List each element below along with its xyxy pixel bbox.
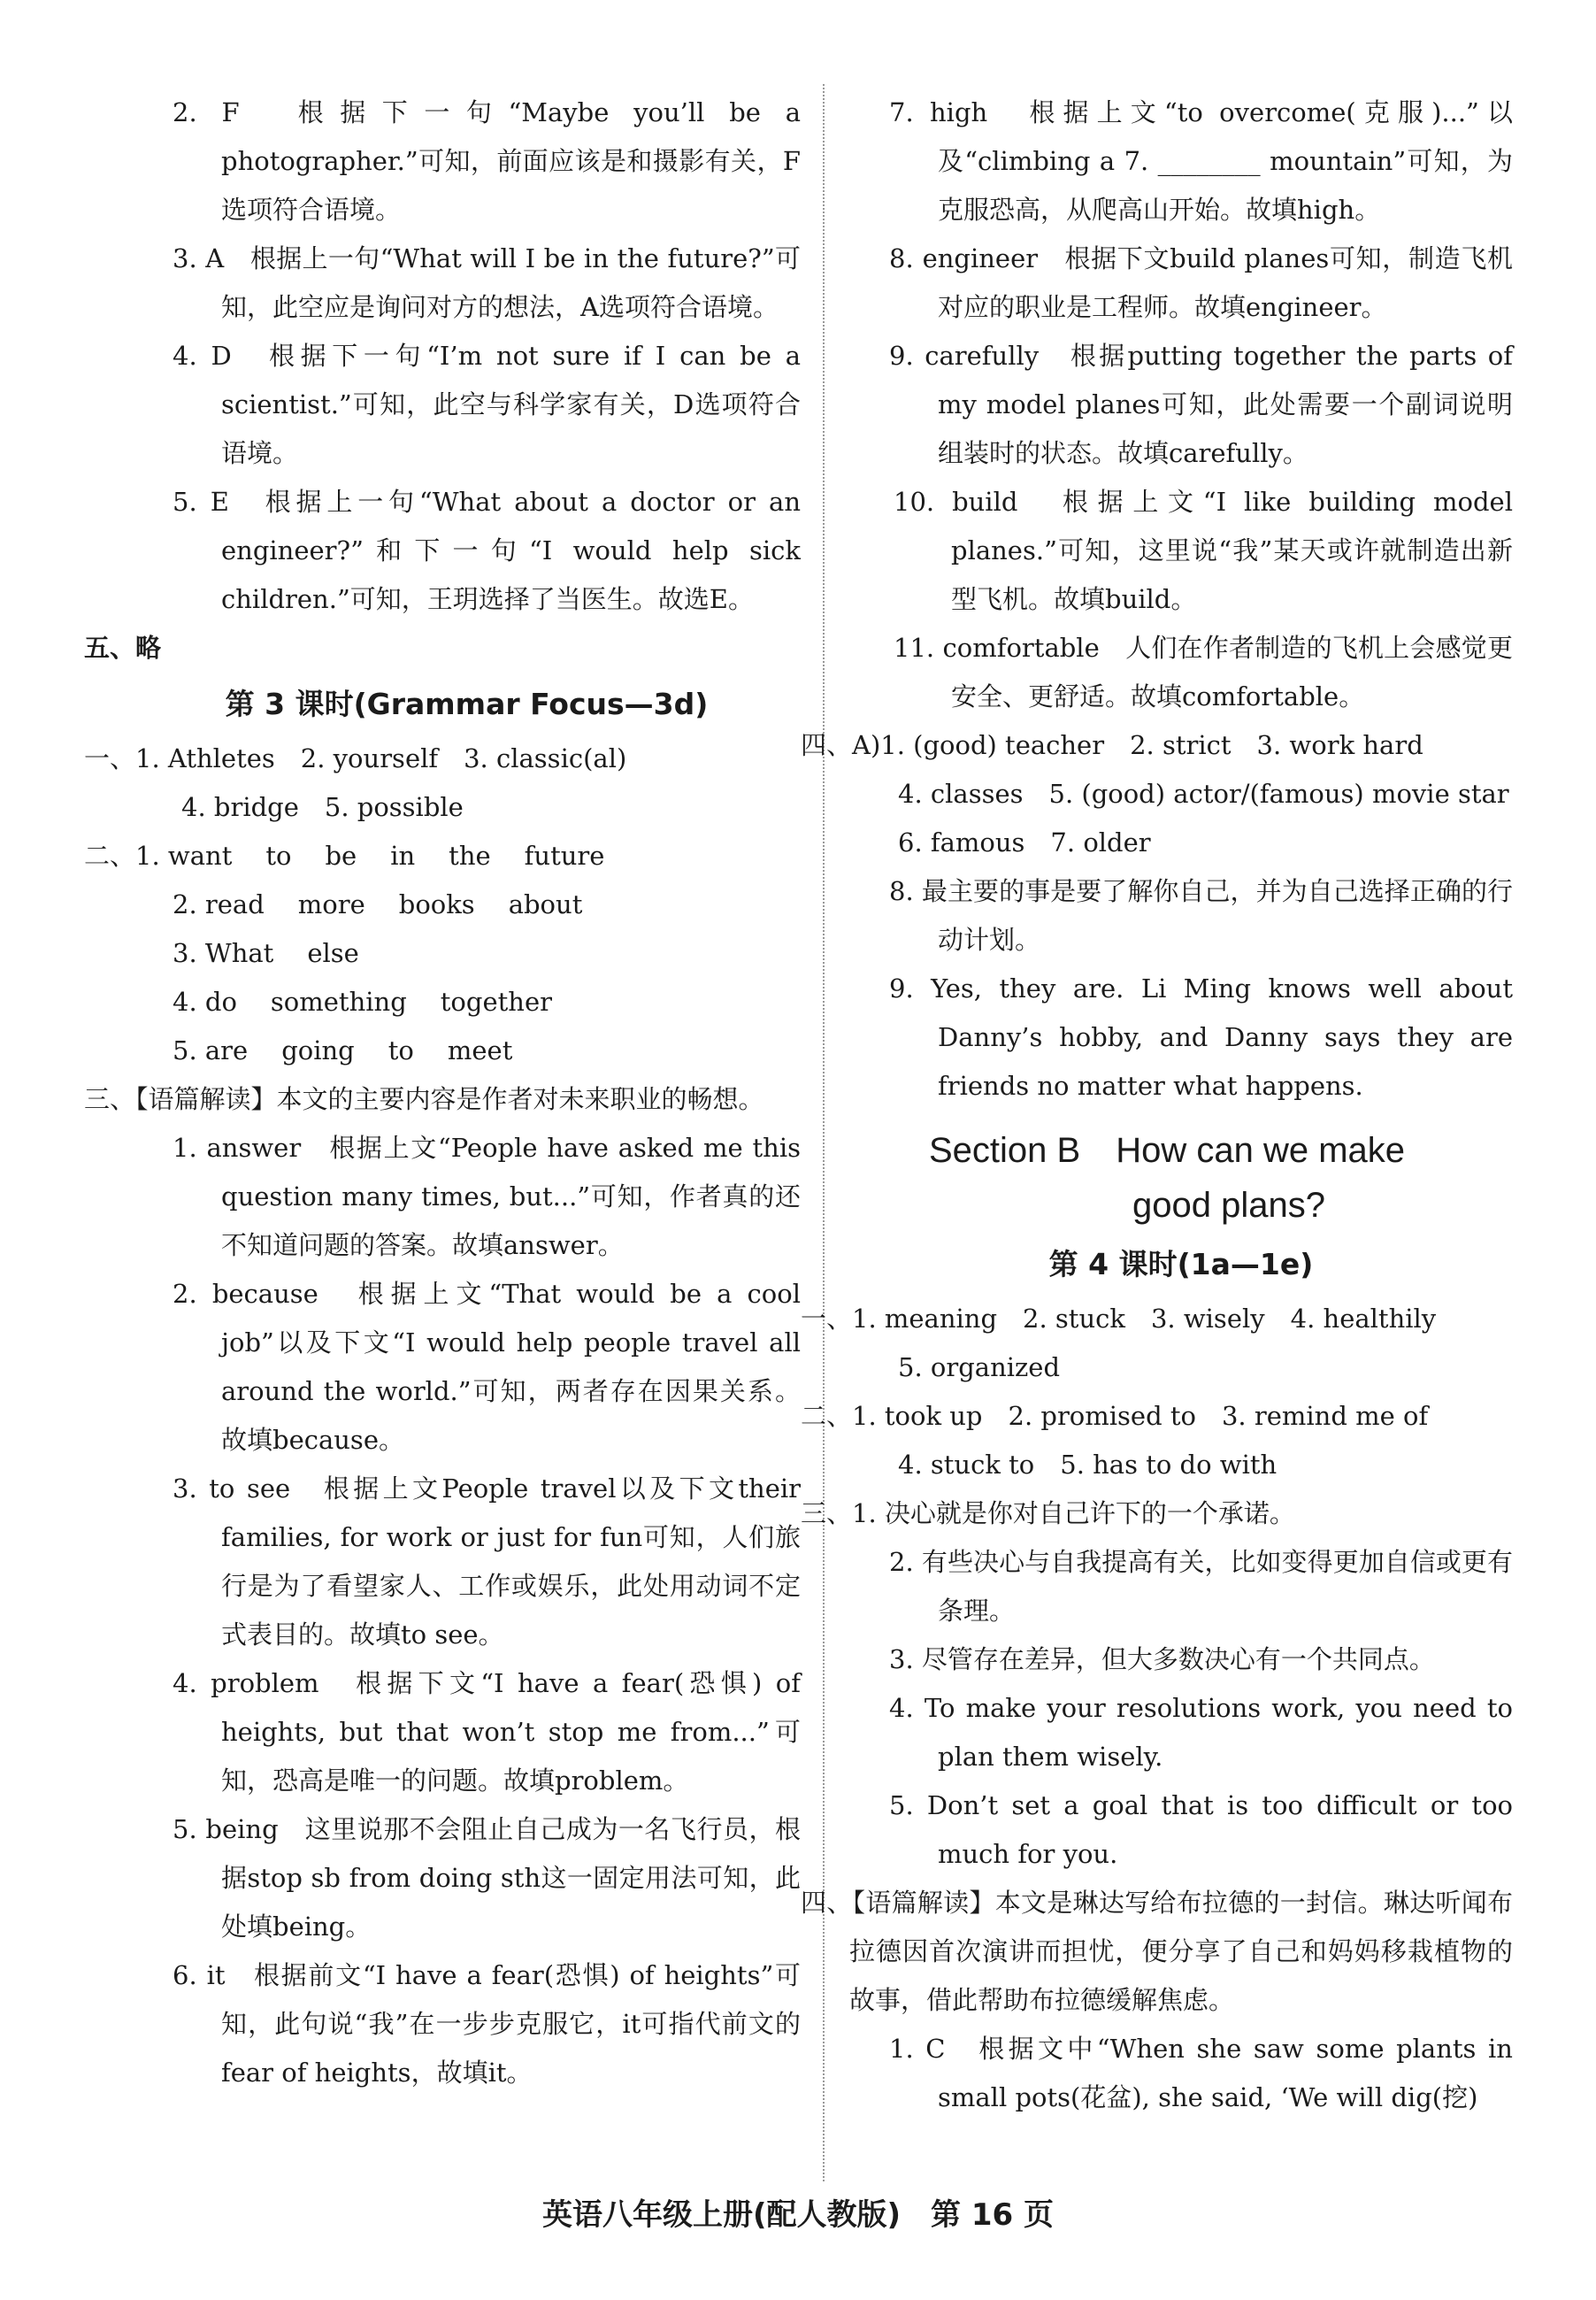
- column-divider: [823, 84, 825, 2181]
- part3-intro: 三、【语篇解读】本文的主要内容是作者对未来职业的畅想。: [84, 1084, 764, 1114]
- left-column: [84, 88, 801, 2097]
- phrase-word: something: [270, 987, 407, 1017]
- answer-item: 6. it 根据前文“I have a fear(恐惧) of heights”可知，此句说“我”在一步步克服它，it可指代前文的fear of heights，故填it。: [173, 1960, 801, 2088]
- section-five: 五、略: [84, 633, 162, 663]
- phrase-row: [84, 1027, 801, 1075]
- p3-item: 3. 尽管存在差异，但大多数决心有一个共同点。: [889, 1644, 1435, 1674]
- phrase-word: together: [440, 987, 552, 1017]
- phrase-word: 3. What: [173, 938, 274, 968]
- phrase-word: to: [265, 841, 292, 871]
- phrase-row: [84, 832, 801, 881]
- answer-item: 5. being 这里说那不会阻止自己成为一名飞行员，根据stop sb from doing sth这一固定用法可知，此处填being。: [173, 1814, 801, 1942]
- p2-line1: 二、1. took up 2. promised to 3. remind me of: [801, 1401, 1429, 1431]
- answer-item: 5. E 根据上一句“What about a doctor or an engineer?”和下一句“I would help sick children.”可知，王玥选择了当医生。故选E。: [173, 487, 801, 614]
- phrase-word: 4. do: [173, 987, 237, 1017]
- answer-item: 9. carefully 根据putting together the parts of my model planes可知，此处需要一个副词说明组装时的状态。故填carefully。: [889, 341, 1513, 468]
- section-b-line1: Section B How can we make: [929, 1131, 1406, 1170]
- p4-item1: 1. C 根据文中“When she saw some plants in small pots(花盆), she said, ‘We will dig(挖): [889, 2034, 1513, 2112]
- p3-item: 三、1. 决心就是你对自己许下的一个承诺。: [801, 1498, 1295, 1528]
- phrase-row: [84, 929, 801, 978]
- p1-line2: 5. organized: [898, 1352, 1061, 1382]
- part2-phrases: [84, 832, 801, 1075]
- p1-line1: 一、1. meaning 2. stuck 3. wisely 4. healthily: [801, 1304, 1437, 1334]
- phrase-row: [84, 881, 801, 929]
- answer-item: 1. answer 根据上文“People have asked me this question many times, but...”可知，作者真的还不知道问题的答案。故填answer。: [173, 1133, 801, 1260]
- p3-item: 5. Don’t set a goal that is too difficult or too much for you.: [889, 1790, 1513, 1869]
- phrase-word: in: [390, 841, 416, 871]
- p3-item: 4. To make your resolutions work, you need to plan them wisely.: [889, 1693, 1513, 1772]
- p2-line2: 4. stuck to 5. has to do with: [898, 1450, 1278, 1480]
- phrase-word: 1. want: [135, 841, 233, 871]
- phrase-word: the: [449, 841, 491, 871]
- phrase-word: books: [398, 889, 475, 919]
- phrase-word: 5. are: [173, 1035, 249, 1065]
- phrase-word: to: [387, 1035, 414, 1065]
- part4-line9: 9. Yes, they are. Li Ming knows well about Danny’s hobby, and Danny says they are friends no matter what happens.: [889, 973, 1513, 1101]
- part1-line2: 4. bridge 5. possible: [181, 792, 464, 822]
- part4-line3: 6. famous 7. older: [898, 827, 1151, 858]
- p3-item: 2. 有些决心与自我提高有关，比如变得更加自信或更有条理。: [889, 1547, 1513, 1626]
- answer-item: 2. F 根据下一句“Maybe you’ll be a photographer.”可知，前面应该是和摄影有关，F选项符合语境。: [173, 97, 801, 225]
- page-footer: 英语八年级上册(配人教版) 第 16 页: [541, 2197, 1055, 2233]
- phrase-word: meet: [447, 1035, 513, 1065]
- section-b-title: [849, 1123, 1513, 1233]
- p4-intro: 四、【语篇解读】本文是琳达写给布拉德的一封信。琳达听闻布拉德因首次演讲而担忧，便分享了自己和妈妈移栽植物的故事，借此帮助布拉德缓解焦虑。: [801, 1888, 1513, 2015]
- answer-item: 10. build 根据上文“I like building model planes.”可知，这里说“我”某天或许就制造出新型飞机。故填build。: [894, 487, 1513, 614]
- lesson3-title: 第 3 课时(Grammar Focus—3d): [225, 687, 709, 721]
- part4-line8: 8. 最主要的事是要了解你自己，并为自己选择正确的行动计划。: [889, 876, 1513, 955]
- answer-item: 8. engineer 根据下文build planes可知，制造飞机对应的职业是工程师。故填engineer。: [889, 243, 1513, 322]
- phrase-word: 2. read: [173, 889, 265, 919]
- answer-item: 2. because 根据上文“That would be a cool job”以及下文“I would help people travel all around the world.”可知，两者存在因果关系。故填because。: [173, 1279, 801, 1455]
- answer-item: 7. high 根据上文“to overcome(克服)...”以及“climbing a 7. ________ mountain”可知，为克服恐高，从爬高山开始。故填high。: [889, 97, 1513, 225]
- phrase-word: more: [297, 889, 365, 919]
- left-answer-list: [84, 88, 801, 673]
- lesson4-title: 第 4 课时(1a—1e): [1048, 1247, 1314, 1281]
- right-column: [801, 88, 1513, 2122]
- answer-item: 3. to see 根据上文People travel以及下文their families, for work or just for fun可知，人们旅行是为了看望家人、工作或娱乐，此处用动词不定式表目的。故填to see。: [173, 1473, 801, 1650]
- phrase-word: going: [281, 1035, 355, 1065]
- phrase-word: be: [325, 841, 357, 871]
- part4-line1: 四、A)1. (good) teacher 2. strict 3. work hard: [801, 730, 1423, 760]
- phrase-word: future: [524, 841, 605, 871]
- part1-line1: 一、1. Athletes 2. yourself 3. classic(al): [84, 743, 627, 773]
- phrase-row: [84, 978, 801, 1027]
- section-b-line2: good plans?: [1132, 1186, 1325, 1225]
- part4-line2: 4. classes 5. (good) actor/(famous) movie star: [898, 779, 1509, 809]
- part2-label: 二、: [84, 841, 136, 871]
- phrase-word: else: [307, 938, 359, 968]
- answer-item: 11. comfortable 人们在作者制造的飞机上会感觉更安全、更舒适。故填comfortable。: [894, 633, 1513, 712]
- answer-item: 4. D 根据下一句“I’m not sure if I can be a scientist.”可知，此空与科学家有关，D选项符合语境。: [173, 341, 801, 468]
- phrase-word: about: [508, 889, 583, 919]
- answer-item: 3. A 根据上一句“What will I be in the future?”可知，此空应是询问对方的想法，A选项符合语境。: [173, 243, 801, 322]
- answer-item: 4. problem 根据下文“I have a fear(恐惧) of heights, but that won’t stop me from...”可知，恐高是唯一的问题。故填problem。: [173, 1668, 801, 1796]
